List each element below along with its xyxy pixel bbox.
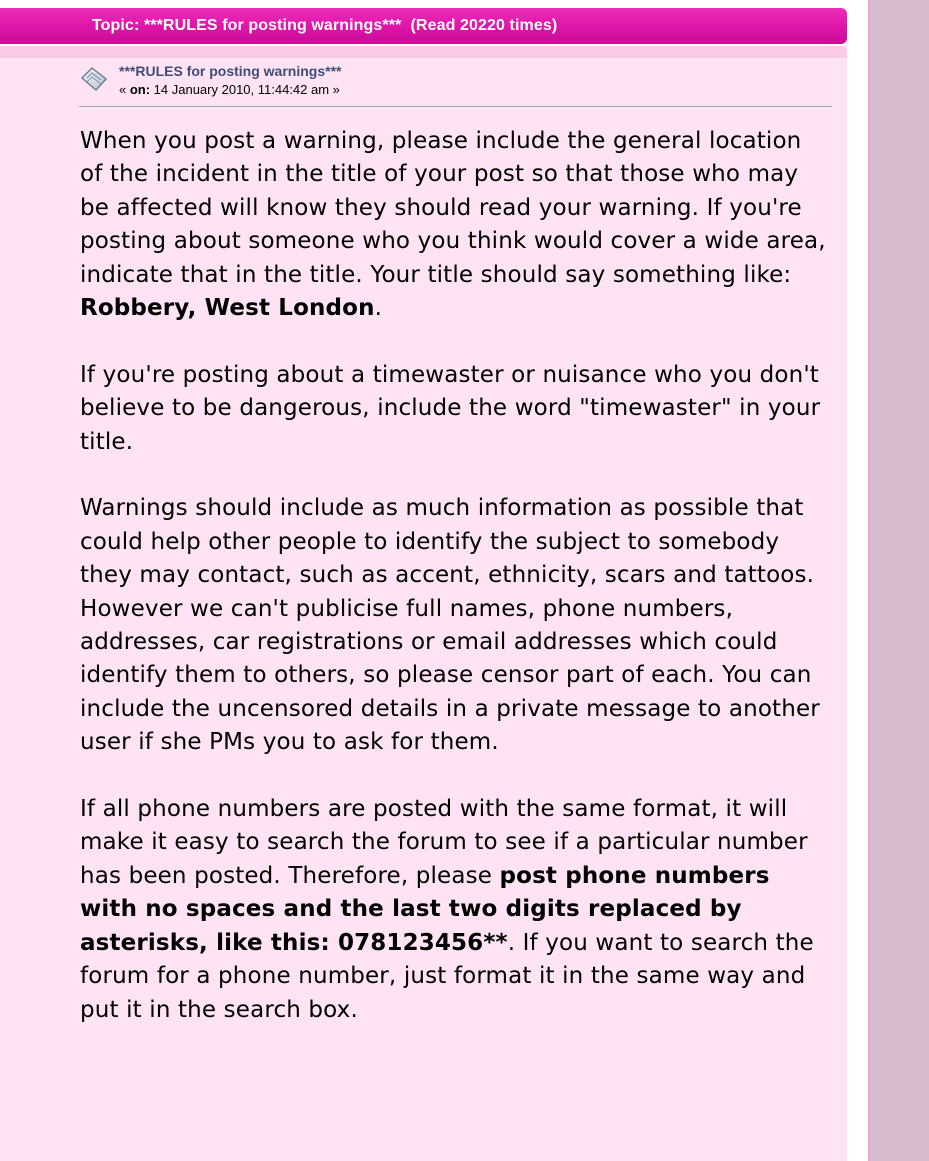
post-meta: [119, 82, 340, 97]
topic-header-bar: [0, 8, 847, 44]
post-paragraph-4: [80, 793, 830, 1027]
post-meta-open: «: [119, 82, 130, 97]
post-paragraph-4-end: . If you want to search the forum for a phone number, just format it in the same way and put it in the search box.: [80, 929, 814, 1023]
right-sidebar: [868, 0, 929, 1161]
post-divider: [79, 106, 832, 108]
post-body: [80, 125, 830, 1060]
post-date: 14 January 2010, 11:44:42 am »: [150, 82, 340, 97]
post-paragraph-4-text: If all phone numbers are posted with the same format, it will make it easy to search the forum to see if a particular number has been posted. Therefore, please: [80, 796, 808, 889]
post-paragraph-2: [80, 359, 830, 459]
topic-title: Topic: ***RULES for posting warnings*** (Read 20220 times): [92, 17, 558, 34]
post-subject-link[interactable]: ***RULES for posting warnings***: [119, 63, 342, 79]
post-paragraph-3-text: Warnings should include as much information as possible that could help other people to identify the subject to somebody they may contact, such as accent, ethnicity, scars and tattoos. However we can't publicise full names, phone numbers, addresses, car registrations or email addresses which could identify them to others, so please censor part of each. You can include the uncensored details in a private message to another user if she PMs you to ask for them.: [80, 495, 820, 756]
post-paragraph-1: [80, 125, 830, 325]
post-meta-on-label: on:: [129, 82, 151, 97]
post-paragraph-4-bold: post phone numbers with no spaces and the last two digits replaced by asterisks, like this: 078123456**: [80, 862, 770, 956]
post-paragraph-1-end: .: [374, 295, 383, 322]
post-container-top-strip: [0, 46, 847, 58]
post-paragraph-3: [80, 492, 830, 759]
post-paragraph-1-text: When you post a warning, please include the general location of the incident in the title of your post so that those who may be affected will know they should read your warning. If you're posting about someone who you think would cover a wide area, indicate that in the title. Your title should say something like:: [80, 128, 826, 288]
post-xx-icon: [79, 65, 109, 93]
post-paragraph-1-bold: Robbery, West London: [80, 295, 375, 322]
post-paragraph-2-text: If you're posting about a timewaster or nuisance who you don't believe to be dangerous, include the word "timewaster" in your title.: [80, 361, 821, 455]
